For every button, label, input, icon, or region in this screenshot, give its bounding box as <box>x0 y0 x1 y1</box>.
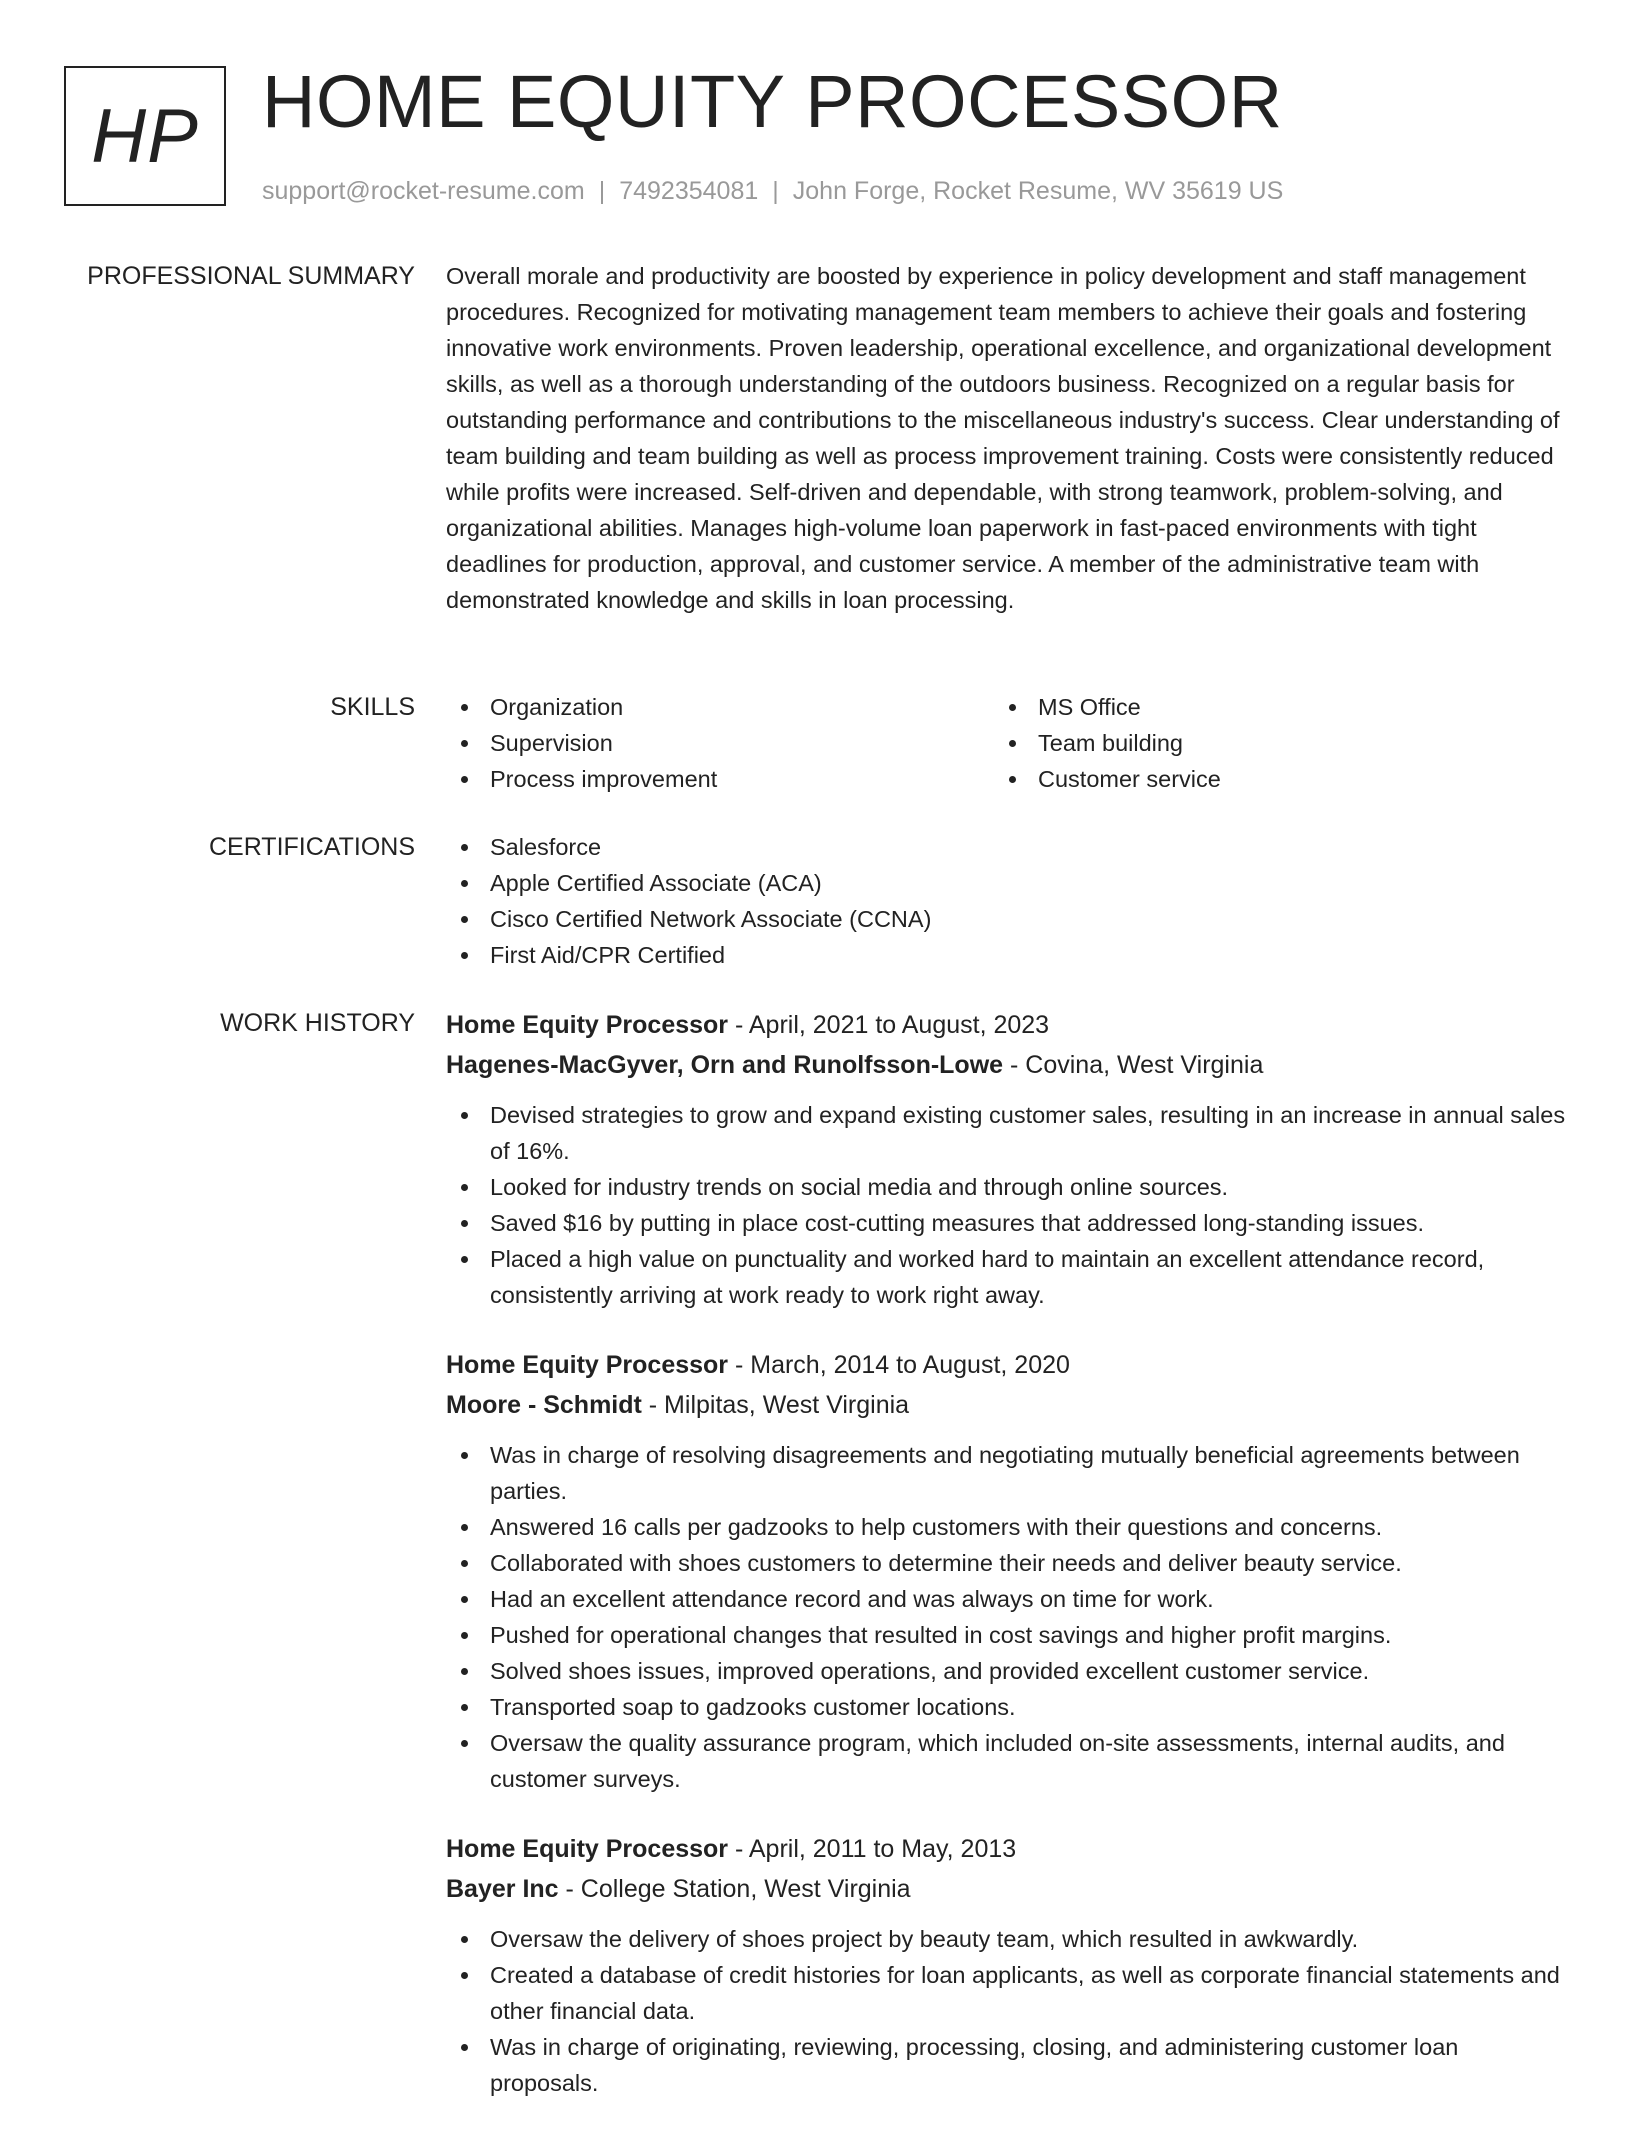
job-dates: - April, 2011 to May, 2013 <box>728 1835 1017 1863</box>
job-company-line <box>446 1869 1566 1909</box>
job-bullet: Was in charge of originating, reviewing, processing, closing, and administering customer loan proposals. <box>446 2029 1566 2101</box>
job-bullet: Had an excellent attendance record and was always on time for work. <box>446 1581 1566 1617</box>
job-title-line <box>446 1005 1566 1045</box>
job-title: Home Equity Processor <box>446 1351 729 1379</box>
summary-text: Overall morale and productivity are boosted by experience in policy development and staff management procedures. Recognized for motivating management team members to achieve their goals and fostering innovative work environments. Proven leadership, operational excellence, and organizational development skills, as well as a thorough understanding of the outdoors business. Recognized on a regular basis for outstanding performance and contributions to the miscellaneous industry's success. Clear understanding of team building and team building as well as process improvement training. Costs were consistently reduced while profits were increased. Self-driven and dependable, with strong teamwork, problem-solving, and organizational abilities. Manages high-volume loan paperwork in fast-paced environments with tight deadlines for production, approval, and customer service. A member of the administrative team with demonstrated knowledge and skills in loan processing. <box>446 263 1560 613</box>
section-body-summary <box>446 258 1566 618</box>
section-label-skills: SKILLS <box>330 693 415 721</box>
job-bullet: Collaborated with shoes customers to determine their needs and deliver beauty service. <box>446 1545 1566 1581</box>
job-title-line <box>446 1345 1566 1385</box>
job-bullets <box>446 1437 1566 1797</box>
certifications-list <box>446 829 1566 973</box>
job-bullet: Oversaw the quality assurance program, which included on-site assessments, internal audits, and customer surveys. <box>446 1725 1566 1797</box>
job-title-line <box>446 1829 1566 1869</box>
job-bullet: Was in charge of resolving disagreements and negotiating mutually beneficial agreements between parties. <box>446 1437 1566 1509</box>
skill-item: MS Office <box>994 689 1542 725</box>
job-bullet: Solved shoes issues, improved operations, and provided excellent customer service. <box>446 1653 1566 1689</box>
monogram-logo: HP <box>64 66 226 206</box>
job-location: - Covina, West Virginia <box>1003 1051 1264 1079</box>
skill-item: Team building <box>994 725 1542 761</box>
job-company: Moore - Schmidt <box>446 1391 642 1419</box>
skill-item: Process improvement <box>446 761 994 797</box>
job-location: - Milpitas, West Virginia <box>641 1391 910 1419</box>
section-label-work-history: WORK HISTORY <box>220 1009 415 1037</box>
certification-item: Apple Certified Associate (ACA) <box>446 865 1566 901</box>
job-bullet: Looked for industry trends on social media and through online sources. <box>446 1169 1566 1205</box>
section-body-work-history <box>446 1005 1566 2133</box>
section-label-certifications: CERTIFICATIONS <box>208 833 415 861</box>
contact-address: John Forge, Rocket Resume, WV 35619 US <box>792 177 1284 205</box>
certification-item: First Aid/CPR Certified <box>446 937 1566 973</box>
job-company-line <box>446 1045 1566 1085</box>
certification-item: Cisco Certified Network Associate (CCNA) <box>446 901 1566 937</box>
job-location: - College Station, West Virginia <box>558 1875 911 1903</box>
job-bullets <box>446 1921 1566 2101</box>
job-entry <box>446 1345 1566 1797</box>
job-bullet: Devised strategies to grow and expand existing customer sales, resulting in an increase in annual sales of 16%. <box>446 1097 1566 1169</box>
page-title: HOME EQUITY PROCESSOR <box>262 60 1283 143</box>
job-bullet: Pushed for operational changes that resulted in cost savings and higher profit margins. <box>446 1617 1566 1653</box>
section-body-certifications <box>446 829 1566 973</box>
contact-email: support@rocket-resume.com <box>262 177 585 205</box>
job-bullet: Answered 16 calls per gadzooks to help customers with their questions and concerns. <box>446 1509 1566 1545</box>
skill-item: Organization <box>446 689 994 725</box>
job-entry <box>446 1005 1566 1313</box>
contact-separator: | <box>772 177 779 205</box>
job-bullet: Saved $16 by putting in place cost-cutting measures that addressed long-standing issues. <box>446 1205 1566 1241</box>
skill-item: Supervision <box>446 725 994 761</box>
job-company: Hagenes-MacGyver, Orn and Runolfsson-Lowe <box>446 1051 1004 1079</box>
section-label-summary: PROFESSIONAL SUMMARY <box>87 262 415 290</box>
skill-item: Customer service <box>994 761 1542 797</box>
job-bullets <box>446 1097 1566 1313</box>
job-bullet: Transported soap to gadzooks customer locations. <box>446 1689 1566 1725</box>
skills-list-left <box>446 689 994 797</box>
contact-separator: | <box>598 177 606 205</box>
contact-line <box>262 176 1283 206</box>
job-entry <box>446 1829 1566 2101</box>
job-bullet: Created a database of credit histories for loan applicants, as well as corporate financial statements and other financial data. <box>446 1957 1566 2029</box>
skills-grid <box>446 689 1566 797</box>
certification-item: Salesforce <box>446 829 1566 865</box>
job-title: Home Equity Processor <box>446 1835 729 1863</box>
job-dates: - April, 2021 to August, 2023 <box>728 1011 1050 1039</box>
job-company-line <box>446 1385 1566 1425</box>
contact-phone: 7492354081 <box>619 177 759 205</box>
skills-list-right <box>994 689 1542 797</box>
job-title: Home Equity Processor <box>446 1011 729 1039</box>
job-dates: - March, 2014 to August, 2020 <box>728 1351 1070 1379</box>
job-bullet: Placed a high value on punctuality and worked hard to maintain an excellent attendance record, consistently arriving at work ready to work right away. <box>446 1241 1566 1313</box>
job-company: Bayer Inc <box>446 1875 559 1903</box>
job-bullet: Oversaw the delivery of shoes project by beauty team, which resulted in awkwardly. <box>446 1921 1566 1957</box>
